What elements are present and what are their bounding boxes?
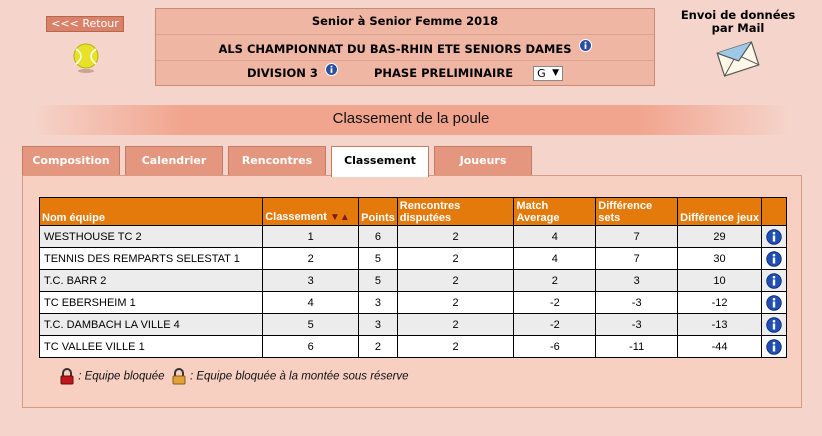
competition-info <box>155 8 655 86</box>
table-row <box>40 270 787 292</box>
played-cell: 2 <box>397 226 514 248</box>
points-cell: 6 <box>359 226 398 248</box>
group-select[interactable]: G ▼ <box>533 66 563 81</box>
lock-red-icon <box>59 368 75 385</box>
match-average-cell: -6 <box>514 336 596 358</box>
points-cell: 2 <box>359 336 398 358</box>
division-info-icon[interactable] <box>325 63 338 76</box>
table-row <box>40 226 787 248</box>
row-info-cell <box>761 248 786 270</box>
legend-blocked-promo: : Equipe bloquée à la montée sous réserve <box>189 370 409 383</box>
division-label: DIVISION 3 <box>246 66 318 80</box>
mail-send[interactable] <box>676 9 800 82</box>
lock-orange-icon <box>171 368 187 385</box>
row-info-cell <box>761 336 786 358</box>
rank-cell: 5 <box>263 314 359 336</box>
classement-panel <box>22 175 802 408</box>
points-cell: 3 <box>359 292 398 314</box>
envelope-icon[interactable] <box>716 39 760 79</box>
tab-classement[interactable]: Classement <box>331 146 429 177</box>
rank-cell: 2 <box>263 248 359 270</box>
team-name-cell: TC VALLEE VILLE 1 <box>40 336 263 358</box>
diff-sets-cell: 3 <box>596 270 678 292</box>
tennis-ball-icon <box>72 43 100 73</box>
diff-games-cell: 30 <box>678 248 762 270</box>
team-name-cell: TENNIS DES REMPARTS SELESTAT 1 <box>40 248 263 270</box>
chevron-down-icon: ▼ <box>552 68 560 78</box>
championship-name: ALS CHAMPIONNAT DU BAS-RHIN ETE SENIORS DAMES <box>218 42 572 56</box>
diff-games-cell: -13 <box>678 314 762 336</box>
col-diff-sets: Différence sets <box>596 198 678 226</box>
match-average-cell: -2 <box>514 292 596 314</box>
rank-cell: 3 <box>263 270 359 292</box>
team-name-cell: T.C. BARR 2 <box>40 270 263 292</box>
points-cell: 3 <box>359 314 398 336</box>
col-info <box>761 198 786 226</box>
diff-sets-cell: -3 <box>596 314 678 336</box>
played-cell: 2 <box>397 248 514 270</box>
page-title: Classement de la poule <box>30 105 792 135</box>
info-icon[interactable] <box>766 273 782 289</box>
table-row <box>40 314 787 336</box>
mail-label-line1: Envoi de données <box>680 8 796 22</box>
table-row <box>40 248 787 270</box>
phase-label: PHASE PRELIMINAIRE <box>373 66 514 80</box>
played-cell: 2 <box>397 314 514 336</box>
points-cell: 5 <box>359 248 398 270</box>
match-average-cell: 2 <box>514 270 596 292</box>
diff-games-cell: 10 <box>678 270 762 292</box>
info-icon[interactable] <box>766 339 782 355</box>
tab-rencontres[interactable]: Rencontres <box>228 146 326 176</box>
match-average-cell: 4 <box>514 248 596 270</box>
match-average-cell: 4 <box>514 226 596 248</box>
championship-row <box>156 42 654 56</box>
row-info-cell <box>761 226 786 248</box>
sort-icon[interactable]: ▼▲ <box>329 212 350 223</box>
table-row <box>40 292 787 314</box>
tab-joueurs[interactable]: Joueurs <box>434 146 532 176</box>
row-info-cell <box>761 314 786 336</box>
col-points: Points <box>359 198 398 226</box>
points-cell: 5 <box>359 270 398 292</box>
table-row <box>40 336 787 358</box>
diff-sets-cell: -3 <box>596 292 678 314</box>
diff-sets-cell: -11 <box>596 336 678 358</box>
col-match-average: Match Average <box>514 198 596 226</box>
row-info-cell <box>761 270 786 292</box>
col-played: Rencontres disputées <box>397 198 514 226</box>
tab-calendrier[interactable]: Calendrier <box>125 146 223 176</box>
mail-label-line2: par Mail <box>711 21 765 35</box>
match-average-cell: -2 <box>514 314 596 336</box>
team-name-cell: TC EBERSHEIM 1 <box>40 292 263 314</box>
col-rank[interactable]: Classement ▼▲ <box>263 198 359 226</box>
rank-cell: 6 <box>263 336 359 358</box>
back-button[interactable]: <<< Retour <box>46 16 124 32</box>
rank-cell: 4 <box>263 292 359 314</box>
played-cell: 2 <box>397 336 514 358</box>
team-name-cell: T.C. DAMBACH LA VILLE 4 <box>40 314 263 336</box>
info-icon[interactable] <box>766 251 782 267</box>
diff-games-cell: 29 <box>678 226 762 248</box>
played-cell: 2 <box>397 270 514 292</box>
division-row <box>156 66 654 81</box>
col-team: Nom équipe <box>40 198 263 226</box>
rank-cell: 1 <box>263 226 359 248</box>
legend <box>59 368 409 385</box>
row-info-cell <box>761 292 786 314</box>
team-name-cell: WESTHOUSE TC 2 <box>40 226 263 248</box>
competition-title: Senior à Senior Femme 2018 <box>311 14 499 28</box>
col-diff-games: Différence jeux <box>678 198 762 226</box>
ranking-table <box>39 197 787 358</box>
info-icon[interactable] <box>766 317 782 333</box>
diff-sets-cell: 7 <box>596 248 678 270</box>
played-cell: 2 <box>397 292 514 314</box>
diff-games-cell: -12 <box>678 292 762 314</box>
info-icon[interactable] <box>766 229 782 245</box>
info-icon[interactable] <box>766 295 782 311</box>
tab-composition[interactable]: Composition <box>22 146 120 176</box>
info-icon[interactable] <box>579 39 592 52</box>
legend-blocked: : Equipe bloquée <box>78 370 165 383</box>
diff-games-cell: -44 <box>678 336 762 358</box>
diff-sets-cell: 7 <box>596 226 678 248</box>
